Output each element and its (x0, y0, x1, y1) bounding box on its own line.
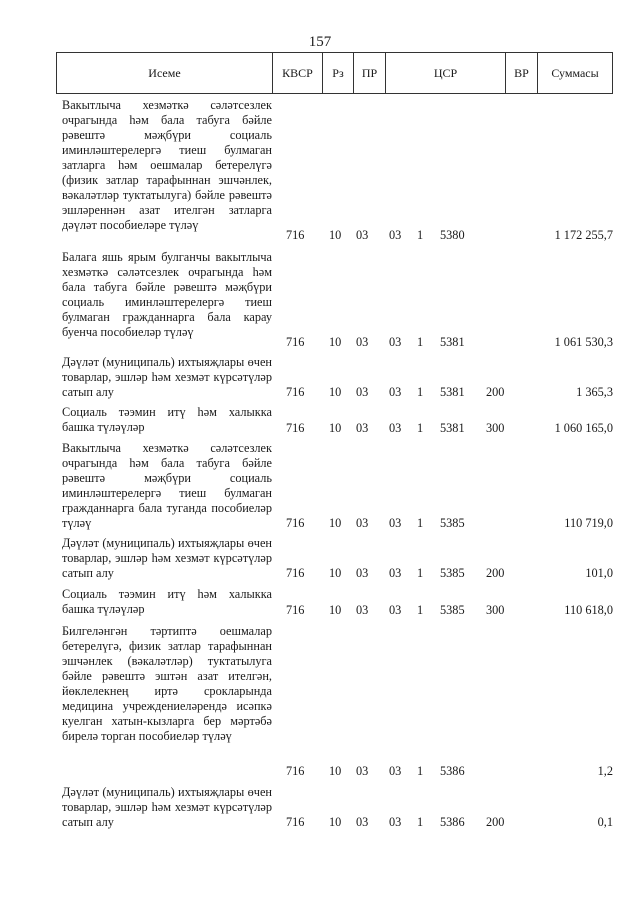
row-csr-part3: 5381 (440, 421, 465, 435)
row-rz: 10 (329, 421, 342, 435)
row-kvsr: 716 (286, 385, 305, 399)
row-kvsr: 716 (286, 516, 305, 530)
row-rz: 10 (329, 516, 342, 530)
row-pr: 03 (356, 228, 369, 242)
row-name: Социаль тәэмин итү һәм халыкка башка түләүләр (62, 405, 272, 434)
row-csr-part2: 1 (417, 228, 424, 242)
row-rz: 10 (329, 815, 342, 829)
row-csr-part3: 5381 (440, 385, 465, 399)
row-rz: 10 (329, 566, 342, 580)
row-pr: 03 (356, 764, 369, 778)
row-name: Социаль тәэмин итү һәм халыкка башка түләүләр (62, 587, 272, 616)
row-sum: 1 365,3 (576, 385, 613, 399)
row-csr-part2: 1 (417, 421, 424, 435)
row-name: Дәүләт (муниципаль) ихтыяҗлары өчен товарлар, эшләр һәм хезмәт күрсәтүләр сатып алу (62, 785, 272, 829)
row-kvsr: 716 (286, 335, 305, 349)
row-csr-part2: 1 (417, 335, 424, 349)
row-rz: 10 (329, 228, 342, 242)
row-vr: 200 (486, 815, 505, 829)
row-sum: 1 172 255,7 (554, 228, 613, 242)
row-vr: 300 (486, 421, 505, 435)
header-sum: Суммасы (551, 65, 599, 80)
row-csr-part2: 1 (417, 385, 424, 399)
row-pr: 03 (356, 385, 369, 399)
header-kvsr: КВСР (273, 53, 323, 93)
row-csr-part2: 1 (417, 603, 424, 617)
row-csr-part3: 5385 (440, 603, 465, 617)
row-csr-part2: 1 (417, 516, 424, 530)
header-name: Исеме (57, 53, 273, 93)
row-pr: 03 (356, 516, 369, 530)
row-pr: 03 (356, 421, 369, 435)
row-sum: 110 618,0 (564, 603, 613, 617)
row-csr-part1: 03 (389, 385, 402, 399)
row-csr-part1: 03 (389, 603, 402, 617)
row-csr-part1: 03 (389, 815, 402, 829)
row-kvsr: 716 (286, 764, 305, 778)
header-vr: ВР (506, 53, 538, 93)
row-name: Вакытлыча хезмәткә сәләтсезлек очрагында һәм бала табуга бәйле рәвештә мәҗбүри социаль иминләштерелергә тиеш булмаган затларга һәм оешмалар бетерелүгә (физик затлар тарафыннан эшчәнлек, вәкаләтләр туктатылуга) бәйле рәвештә эшләреннән азат ителгән затларга дәүләт пособиеләре түләү (62, 98, 272, 232)
row-sum: 101,0 (585, 566, 613, 580)
row-csr-part2: 1 (417, 815, 424, 829)
row-csr-part1: 03 (389, 335, 402, 349)
row-csr-part1: 03 (389, 566, 402, 580)
header-rz: Рз (323, 53, 354, 93)
row-kvsr: 716 (286, 603, 305, 617)
row-sum: 0,1 (597, 815, 613, 829)
row-name: Дәүләт (муниципаль) ихтыяҗлары өчен товарлар, эшләр һәм хезмәт күрсәтүләр сатып алу (62, 355, 272, 399)
row-csr-part2: 1 (417, 566, 424, 580)
row-rz: 10 (329, 335, 342, 349)
row-kvsr: 716 (286, 421, 305, 435)
row-kvsr: 716 (286, 815, 305, 829)
row-pr: 03 (356, 335, 369, 349)
row-pr: 03 (356, 815, 369, 829)
row-csr-part1: 03 (389, 228, 402, 242)
row-csr-part1: 03 (389, 764, 402, 778)
row-name: Дәүләт (муниципаль) ихтыяҗлары өчен товарлар, эшләр һәм хезмәт күрсәтүләр сатып алу (62, 536, 272, 580)
row-csr-part1: 03 (389, 421, 402, 435)
row-csr-part3: 5380 (440, 228, 465, 242)
row-name: Вакытлыча хезмәткә сәләтсезлек очрагында һәм бала табуга бәйле рәвештә мәҗбүри социаль иминләштерелергә тиеш булмаган гражданнарга бала туганда пособиеләр түләү (62, 441, 272, 530)
row-kvsr: 716 (286, 228, 305, 242)
row-name: Балага яшь ярым булганчы вакытлыча хезмәткә сәләтсезлек очрагында һәм бала табуга бәйле рәвештә мәҗбүри социаль иминләштерелергә тиеш булмаган гражданнарга бала карау буенча пособиеләр түләү (62, 250, 272, 339)
row-csr-part3: 5385 (440, 516, 465, 530)
row-vr: 200 (486, 385, 505, 399)
row-name: Билгеләнгән тәртиптә оешмалар бетерелүгә, физик затлар тарафыннан эшчәнлек (вәкаләтләр) туктатылуга бәйле рәвештә эштән азат ителгән, йөклелекнең иртә срокларында медицина учреждениеләрендә исәпкә куелган хатын-кызларга бер мәртәбә бирелә торган пособиеләр түләү (62, 624, 272, 743)
row-csr-part1: 03 (389, 516, 402, 530)
header-pr: ПР (354, 53, 386, 93)
row-csr-part2: 1 (417, 764, 424, 778)
row-csr-part3: 5381 (440, 335, 465, 349)
row-rz: 10 (329, 764, 342, 778)
row-rz: 10 (329, 385, 342, 399)
table-header (56, 52, 613, 94)
row-sum: 110 719,0 (564, 516, 613, 530)
row-rz: 10 (329, 603, 342, 617)
row-pr: 03 (356, 566, 369, 580)
row-sum: 1 060 165,0 (554, 421, 613, 435)
row-csr-part3: 5386 (440, 764, 465, 778)
row-csr-part3: 5386 (440, 815, 465, 829)
row-sum: 1,2 (597, 764, 613, 778)
header-csr: ЦСР (386, 53, 506, 93)
row-vr: 200 (486, 566, 505, 580)
row-vr: 300 (486, 603, 505, 617)
row-sum: 1 061 530,3 (554, 335, 613, 349)
row-pr: 03 (356, 603, 369, 617)
page-number: 157 (308, 34, 332, 50)
row-csr-part3: 5385 (440, 566, 465, 580)
row-kvsr: 716 (286, 566, 305, 580)
